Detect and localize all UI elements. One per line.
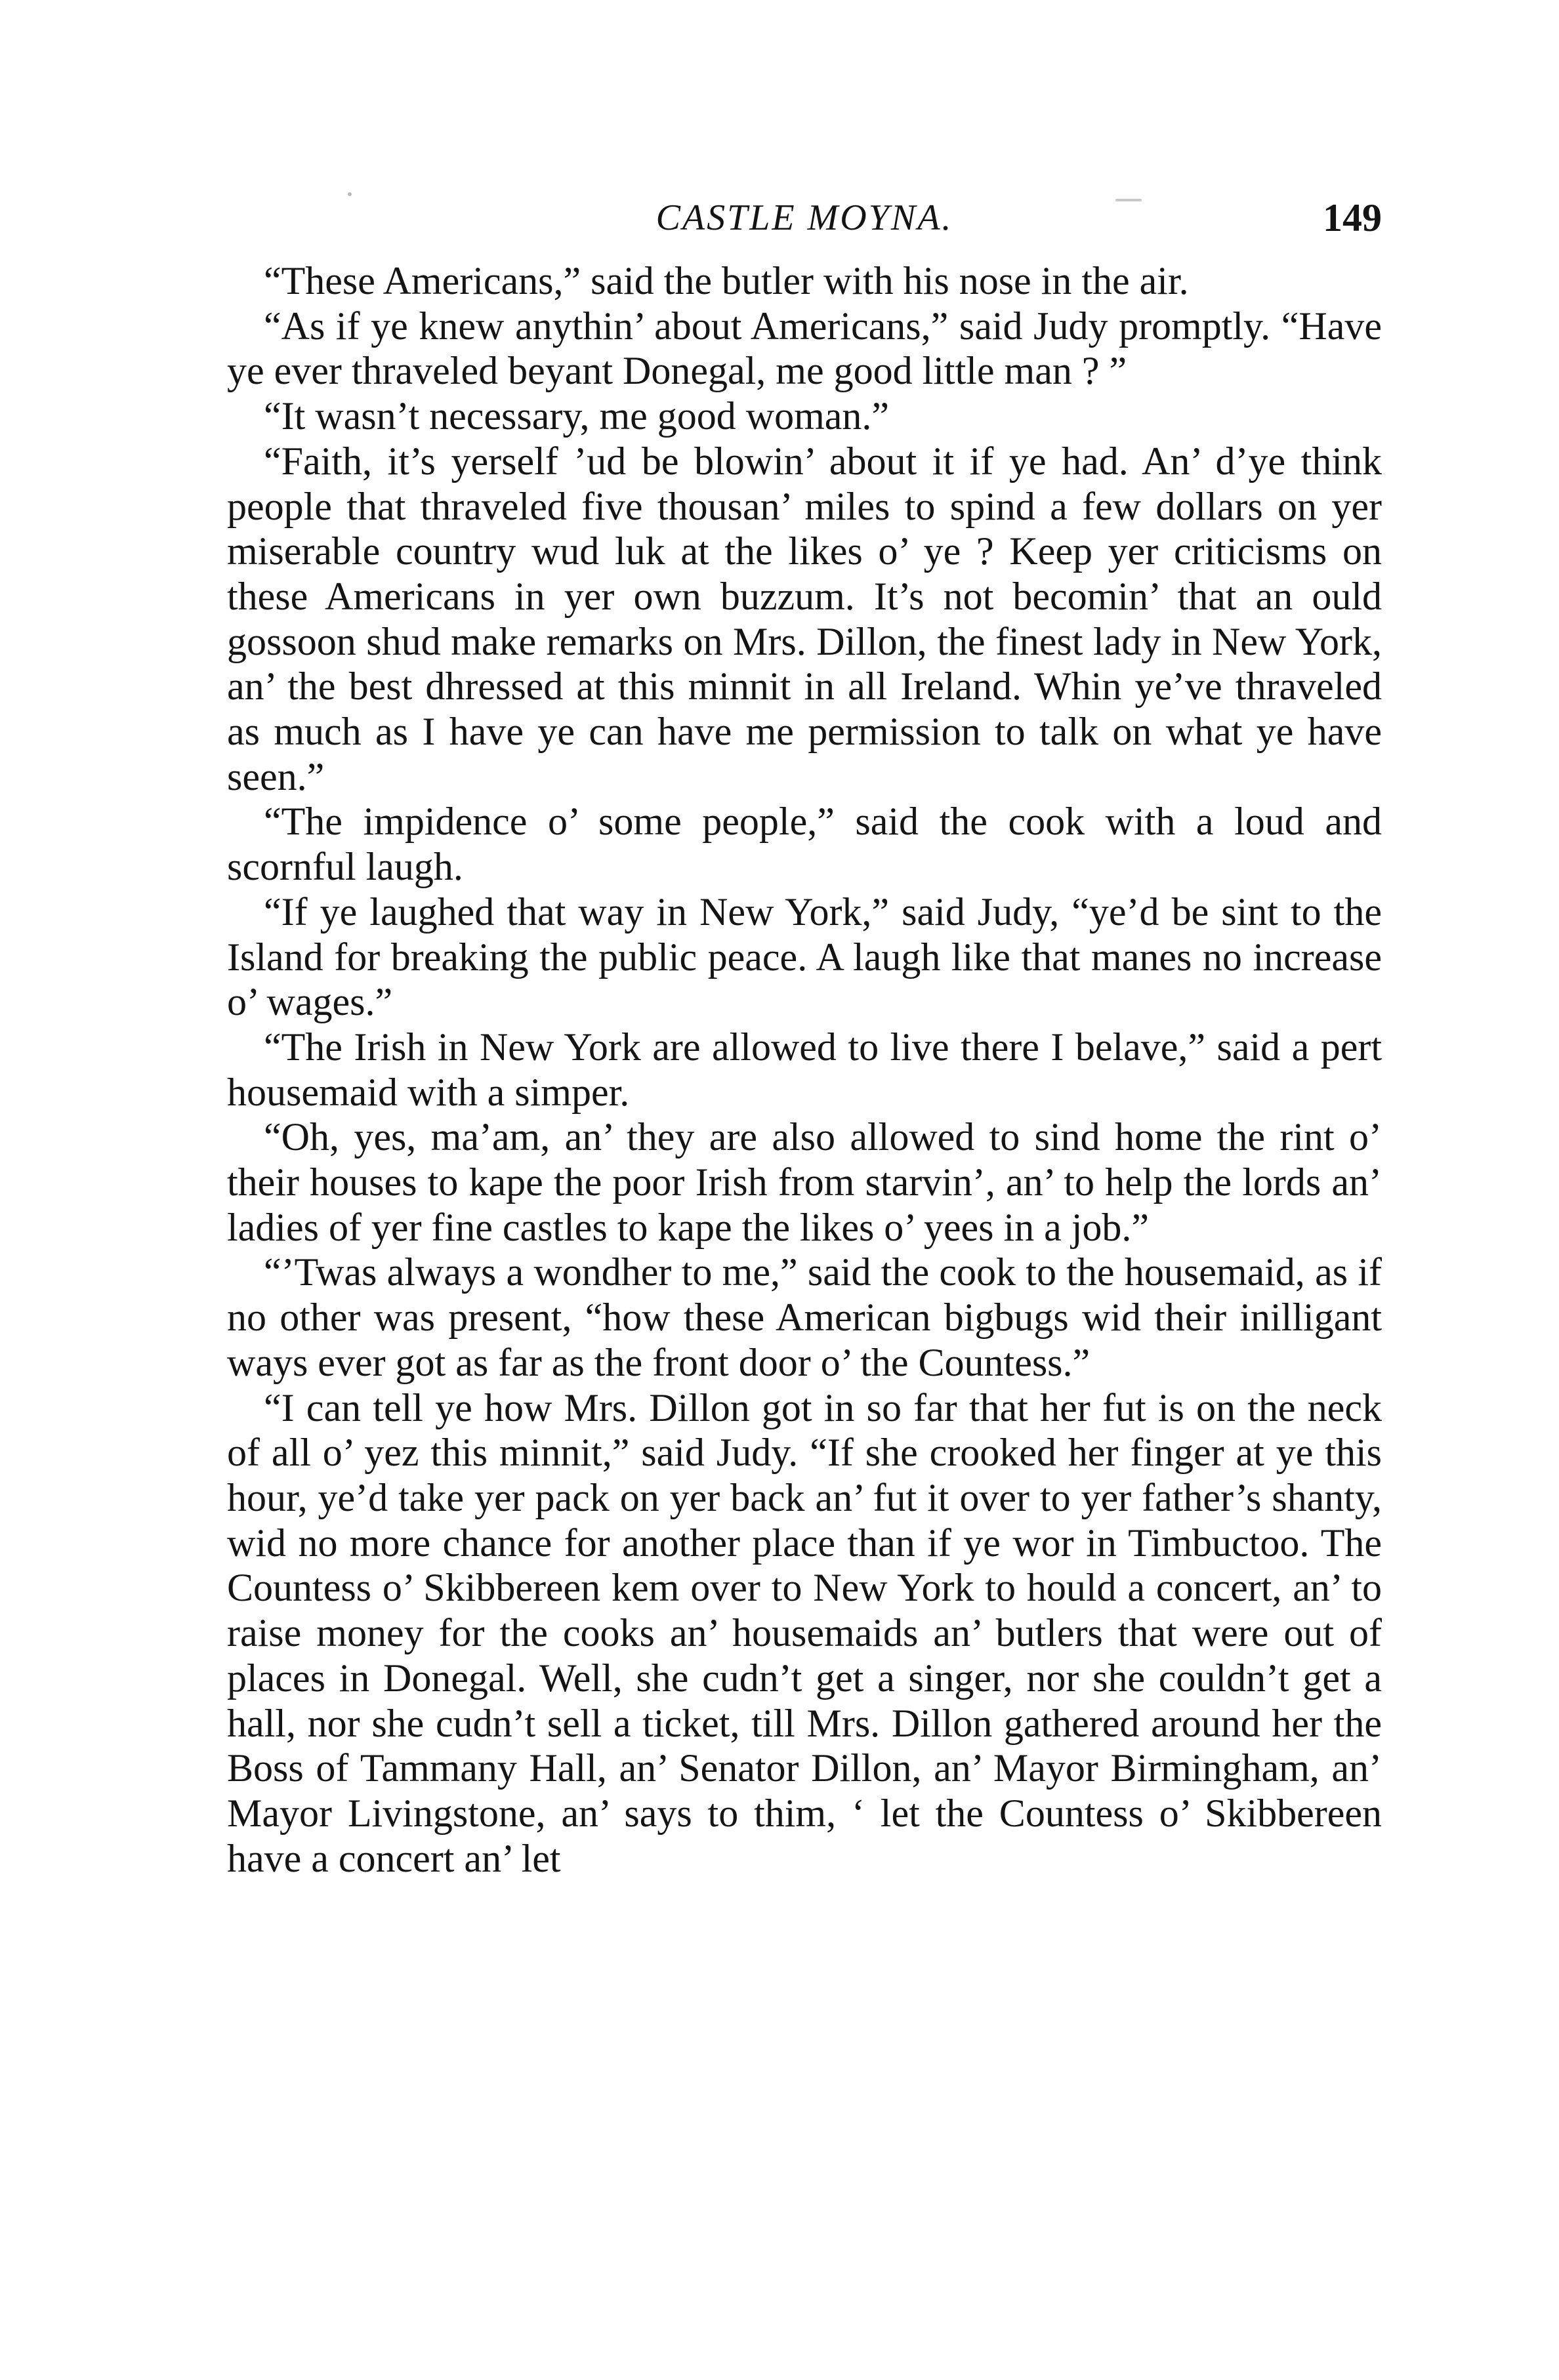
paragraph: “The Irish in New York are allowed to live there I belave,” said a pert housemaid with a simper. [227, 1025, 1382, 1114]
body-text [227, 258, 1382, 1881]
paragraph: “As if ye knew anythin’ about Americans,” said Judy promptly. “Have ye ever thraveled beyant Donegal, me good little man ? ” [227, 304, 1382, 393]
paragraph: “’Twas always a wondher to me,” said the cook to the housemaid, as if no other was present, “how these American bigbugs wid their inilligant ways ever got as far as the front door o’ the Countess.” [227, 1250, 1382, 1384]
paragraph: “Oh, yes, ma’am, an’ they are also allowed to sind home the rint o’ their houses to kape the poor Irish from starvin’, an’ to help the lords an’ ladies of yer fine castles to kape the likes o’ yees in a job.” [227, 1115, 1382, 1249]
running-title: CASTLE MOYNA. [655, 197, 953, 238]
book-page [227, 190, 1382, 2224]
paragraph: “These Americans,” said the butler with his nose in the air. [264, 259, 1189, 302]
page-number: 149 [1323, 196, 1382, 239]
paragraph: “If ye laughed that way in New York,” said Judy, “ye’d be sint to the Island for breaking the public peace. A laugh like that manes no increase o’ wages.” [227, 890, 1382, 1024]
running-head [227, 190, 1382, 245]
paragraph: “Faith, it’s yerself ’ud be blowin’ about it if ye had. An’ d’ye think people that thraveled five thousan’ miles to spind a few dollars on yer miserable country wud luk at the likes o’ ye ? Keep yer criticisms on these Americans in yer own buzzum. It’s not becomin’ that an ould gossoon shud make remarks on Mrs. Dillon, the finest lady in New York, an’ the best dhressed at this minnit in all Ireland. Whin ye’ve thraveled as much as I have ye can have me permission to talk on what ye have seen.” [227, 439, 1382, 798]
paragraph: “It wasn’t necessary, me good woman.” [264, 394, 890, 438]
paragraph: “The impidence o’ some people,” said the cook with a loud and scornful laugh. [227, 800, 1382, 889]
paragraph: “I can tell ye how Mrs. Dillon got in so far that her fut is on the neck of all o’ yez this minnit,” said Judy. “If she crooked her finger at ye this hour, ye’d take yer pack on yer back an’ fut it over to yer father’s shanty, wid no more chance for another place than if ye wor in Timbuctoo. The Countess o’ Skibbereen kem over to New York to hould a concert, an’ to raise money for the cooks an’ housemaids an’ butlers that were out of places in Donegal. Well, she cudn’t get a singer, nor she couldn’t get a hall, nor she cudn’t sell a ticket, till Mrs. Dillon gathered around her the Boss of Tammany Hall, an’ Senator Dillon, an’ Mayor Birmingham, an’ Mayor Livingstone, an’ says to thim, ‘ let the Countess o’ Skibbereen have a concert an’ let [227, 1385, 1382, 1880]
